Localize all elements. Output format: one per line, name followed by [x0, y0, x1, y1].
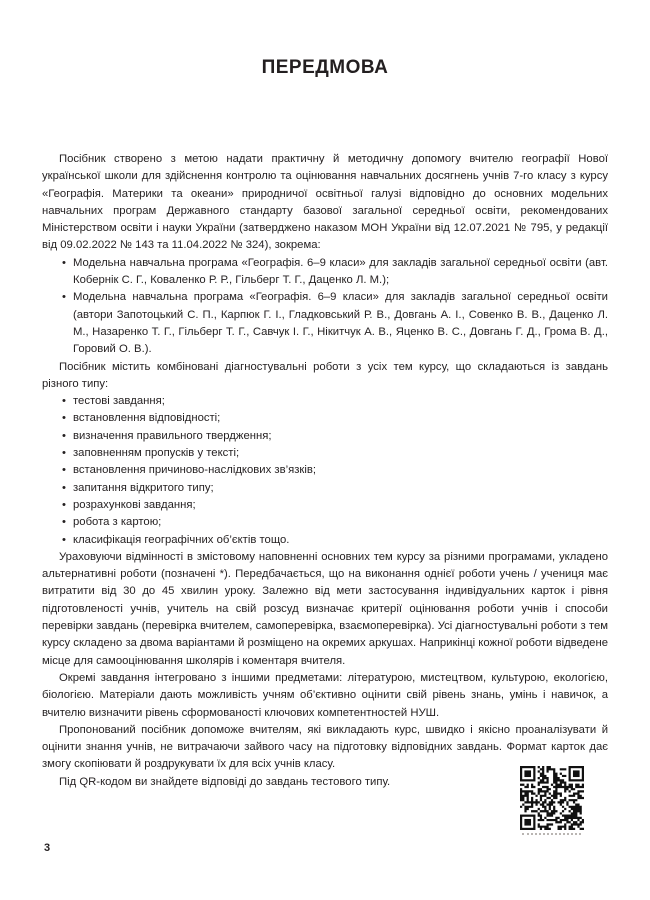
- list-item: • запитання відкритого типу;: [73, 480, 608, 497]
- list-item: • визначення правильного твердження;: [73, 428, 608, 445]
- list-item: • Модельна навчальна програма «Географія. 6–9 класи» для закладів загальної середньої освіти (авт. Кобернік С. Г., Коваленко Р. Р., Гільберг Т. Г., Даценко Л. М.);: [73, 255, 608, 290]
- list-item: • Модельна навчальна програма «Географія. 6–9 класи» для закладів загальної середньої освіти (автори Запотоцький С. П., Карпюк Г. І., Гладковський Р. В., Довгань А. І., Совенко В. В., Даценко Л. М., Назаренко Т. Г., Гільберг Т. Г., Савчук І. Г., Нікитчук А. В., Яценко В. С., Довгань Г. Д., Грома В. Д., Горовий О. В.).: [73, 289, 608, 358]
- paragraph-qr-note: Під QR-кодом ви знайдете відповіді до завдань тестового типу.: [59, 775, 391, 788]
- paragraph-tasks-intro: Посібник містить комбіновані діагностувальні роботи з усіх тем курсу, що складаються із завдань різного типу:: [42, 360, 608, 390]
- paragraph-integration: Окремі завдання інтегровано з іншими предметами: літературою, мистецтвом, культурою, екологією, біологією. Матеріали дають можливість учням об’єктивно оцінити свій рівень знань, умінь і навичок, а вчителю визначити рівень сформованості ключових компетентностей НУШ.: [42, 671, 608, 719]
- task-type-list: [42, 393, 608, 549]
- list-item: • тестові завдання;: [73, 393, 608, 410]
- qr-caption-line: [522, 833, 581, 835]
- list-item: • робота з картою;: [73, 514, 608, 531]
- list-item: • заповненням пропусків у тексті;: [73, 445, 608, 462]
- list-item: • розрахункові завдання;: [73, 497, 608, 514]
- paragraph-alternatives: Ураховуючи відмінності в змістовому наповненні основних тем курсу за різними програмами, укладено альтернативні роботи (позначені *). Передбачається, що на виконання однієї роботи учень / учениця має витратити від 30 до 45 хвилин уроку. Залежно від мети застосування індивідуальних карток і рівня підготовленості учнів, учитель на свій розсуд визначає критерії оцінювання роботи учнів і способи перевірки завдань (перевірка вчителем, самоперевірка, взаємоперевірка). Усі діагностувальні роботи з тем курсу складено за двома варіантами й розміщено на окремих аркушах. Наприкінці кожної роботи відведене місце для самооцінювання школярів і коментаря вчителя.: [42, 550, 608, 667]
- page-title: ПЕРЕДМОВА: [261, 57, 389, 78]
- preface-content: [42, 151, 608, 791]
- list-item: • класифікація географічних об’єктів тощо.: [73, 532, 608, 549]
- list-item: • встановлення причиново-наслідкових зв’язків;: [73, 462, 608, 479]
- paragraph-intro: Посібник створено з метою надати практичну й методичну допомогу вчителю географії Нової української школи для здійснення контролю та оцінювання навчальних досягнень учнів 7-го класу з курсу «Географія. Материки та океани» природничої освітньої галузі відповідно до основних модельних навчальних програм Державного стандарту базової загальної середньої освіти, рекомендованих Міністерством освіти і науки України (затверджено наказом МОН України від 12.07.2021 № 795, у редакції від 09.02.2022 № 143 та 11.04.2022 № 324), зокрема:: [42, 153, 608, 252]
- program-list: [42, 255, 608, 359]
- paragraph-benefits: Пропонований посібник допоможе вчителям, які викладають курс, швидко і якісно проаналізувати й оцінити знання учнів, не витрачаючи зайвого часу на підготовку відповідних завдань. Формат карток дає змогу скопіювати й роздрукувати їх для всіх учнів класу.: [42, 723, 608, 771]
- qr-code-image: [520, 766, 584, 830]
- list-item: • встановлення відповідності;: [73, 410, 608, 427]
- qr-code: [520, 766, 584, 835]
- page-number: 3: [44, 842, 51, 854]
